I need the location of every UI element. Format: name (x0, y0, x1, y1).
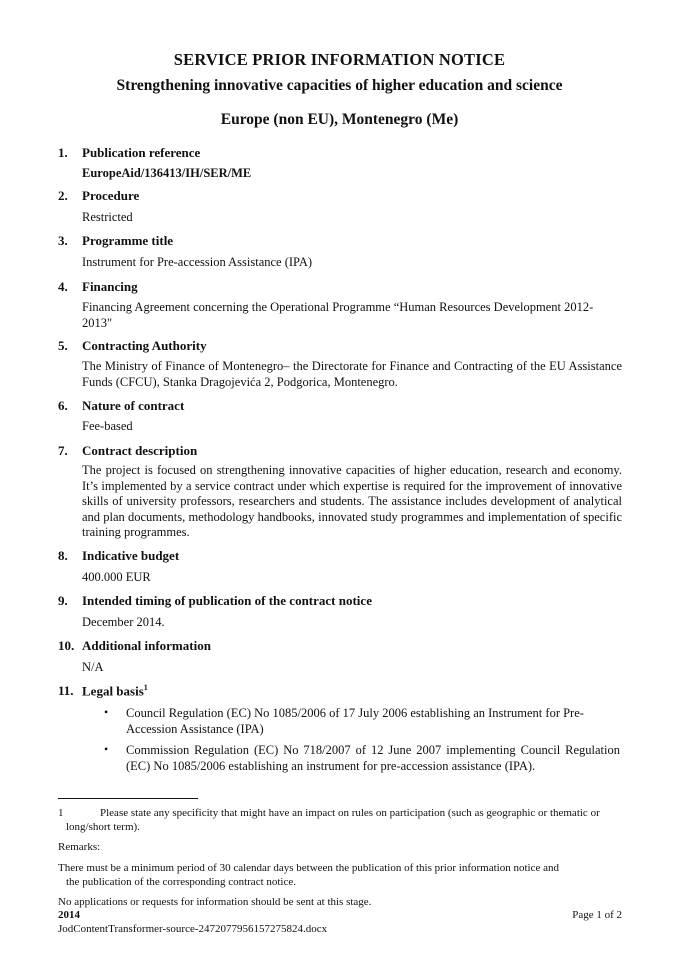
indicative-budget-value: 400.000 EUR (82, 570, 151, 584)
section-number: 8. (58, 548, 68, 563)
procedure-value: Restricted (82, 210, 133, 224)
programme-title-value: Instrument for Pre-accession Assistance (IPA) (82, 255, 313, 269)
legal-basis-label: Legal basis (82, 683, 144, 699)
contract-description-value: The project is focused on strengthening innovative capacities of higher education, research and economy. It’s implemented by a service contract under which expertise is required for the improvement of innovative skills of university professors, researchers and students. The assistance includes development of analytical and plan documents, methodology handbooks, innovated study programmes and implementation of specific training programmes. (82, 463, 622, 539)
legal-basis-item: Commission Regulation (EC) No 718/2007 of 12 June 2007 implementing Council Regulation (EC) No 1085/2006 establishing an instrument for pre-accession assistance (IPA). (126, 743, 620, 773)
section-title-indicative-budget: Indicative budget (82, 548, 180, 563)
bullet-icon: • (104, 742, 109, 756)
section-title-additional-information: Additional information (82, 638, 211, 653)
financing-value: Financing Agreement concerning the Operational Programme “Human Resources Development 2012-2013" (82, 300, 594, 330)
section-number: 2. (58, 188, 68, 203)
contracting-authority-value: The Ministry of Finance of Montenegro– the Directorate for Finance and Contracting of the EU Assistance Funds (CFCU), Stanka Dragojevića 2, Podgorica, Montenegro. (82, 359, 622, 389)
section-number: 4. (58, 279, 68, 294)
section-number: 10. (58, 638, 75, 653)
section-number: 1. (58, 145, 68, 160)
remarks-line: the publication of the corresponding contract notice. (66, 876, 297, 888)
section-number: 5. (58, 338, 68, 353)
notice-region: Europe (non EU), Montenegro (Me) (220, 111, 459, 128)
timing-value: December 2014. (82, 615, 165, 629)
section-title-procedure: Procedure (82, 188, 140, 203)
remarks-label: Remarks: (58, 841, 101, 853)
section-title-contracting-authority: Contracting Authority (82, 338, 207, 353)
notice-subtitle: Strengthening innovative capacities of higher education and science (116, 77, 563, 94)
section-number: 9. (58, 593, 68, 608)
nature-of-contract-value: Fee-based (82, 419, 133, 433)
section-title-timing: Intended timing of publication of the contract notice (82, 593, 372, 608)
footer-filename: JodContentTransformer-source-2472077956157275824.docx (58, 923, 328, 935)
remarks-line: There must be a minimum period of 30 calendar days between the publication of this prior information notice and (58, 862, 559, 874)
notice-title: SERVICE PRIOR INFORMATION NOTICE (173, 50, 506, 69)
remarks-line: No applications or requests for information should be sent at this stage. (58, 896, 372, 908)
footnote-number: 1 (58, 807, 64, 819)
section-title-contract-description: Contract description (82, 443, 198, 458)
section-title-nature-of-contract: Nature of contract (82, 398, 185, 413)
publication-reference-value: EuropeAid/136413/IH/SER/ME (82, 166, 252, 180)
section-title-programme: Programme title (82, 233, 174, 248)
bullet-icon: • (104, 705, 109, 719)
additional-information-value: N/A (82, 660, 104, 674)
section-title-publication-reference: Publication reference (82, 145, 201, 160)
section-number: 3. (58, 233, 68, 248)
section-number: 7. (58, 443, 68, 458)
section-title-legal-basis (82, 683, 148, 699)
footnote-marker: 1 (143, 683, 148, 692)
footnote-text: Please state any specificity that might have an impact on rules on participation (such as geographic or thematic or long/short term). (66, 807, 600, 833)
legal-basis-item: Council Regulation (EC) No 1085/2006 of 17 July 2006 establishing an Instrument for Pre-Accession Assistance (IPA) (126, 706, 584, 736)
footnote-separator (58, 798, 198, 799)
section-number: 11. (58, 683, 74, 698)
section-number: 6. (58, 398, 68, 413)
page-number: Page 1 of 2 (572, 909, 622, 921)
footer-year: 2014 (58, 909, 80, 921)
section-title-financing: Financing (82, 279, 138, 294)
